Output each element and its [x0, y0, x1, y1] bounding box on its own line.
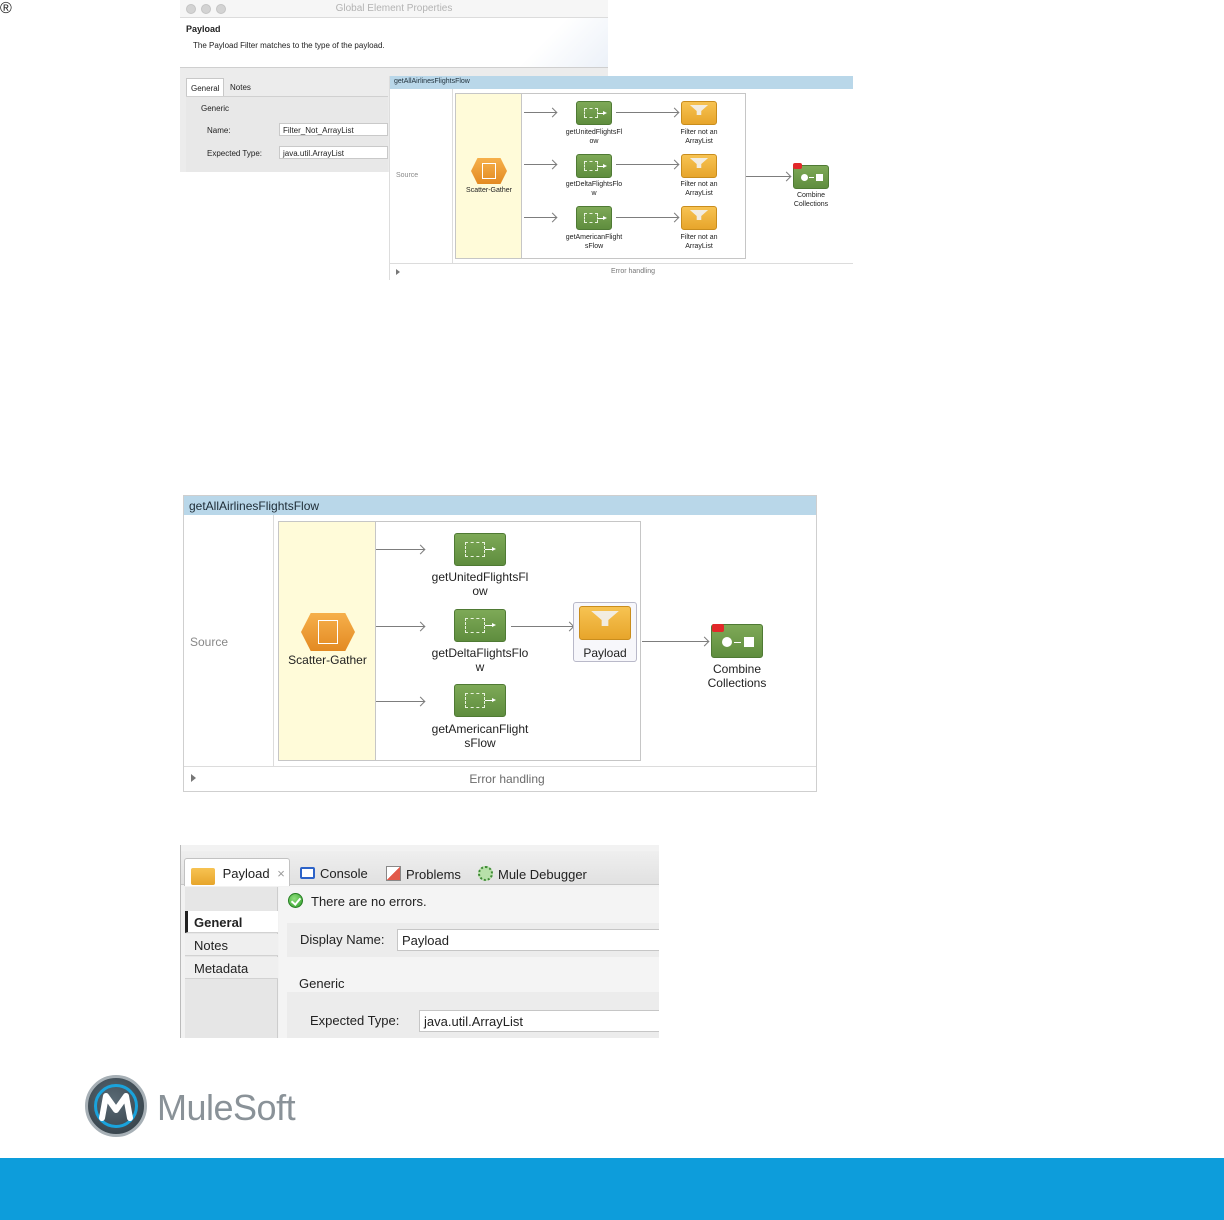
- dialog-titlebar: [180, 0, 608, 18]
- dialog-header-description: The Payload Filter matches to the type of the payload.: [193, 41, 385, 50]
- flow-reference-label: getDeltaFlightsFlo w: [431, 646, 529, 674]
- small-flow-canvas: [389, 76, 852, 280]
- tab-payload-label: Payload: [222, 866, 270, 881]
- display-name-row: [287, 923, 659, 957]
- name-field[interactable]: Filter_Not_ArrayList: [279, 123, 388, 136]
- filter-icon[interactable]: [681, 101, 717, 125]
- error-handling-bar[interactable]: [390, 263, 853, 280]
- flow-reference-label: getAmericanFlight sFlow: [431, 722, 529, 750]
- connector-arrow: [746, 176, 790, 177]
- source-divider: [452, 89, 453, 264]
- route-arrow: [524, 164, 556, 165]
- scatter-gather-label: Scatter-Gather: [288, 653, 367, 667]
- header-decoration: [518, 18, 608, 68]
- flow-reference-label: getUnitedFlightsFl ow: [431, 570, 529, 598]
- connector-arrow: [616, 164, 678, 165]
- name-label: Name:: [207, 126, 231, 135]
- sidebar-item-general[interactable]: General: [185, 911, 278, 933]
- dialog-header-title: Payload: [186, 24, 221, 34]
- flow-reference-icon[interactable]: [576, 154, 612, 178]
- combine-collections-icon[interactable]: [711, 624, 763, 658]
- expected-type-field[interactable]: java.util.ArrayList: [419, 1010, 659, 1032]
- tab-general[interactable]: General: [186, 78, 224, 96]
- tab-problems[interactable]: [386, 859, 472, 885]
- debugger-icon: [478, 866, 493, 881]
- combine-collections-icon[interactable]: [793, 165, 829, 189]
- display-name-field[interactable]: Payload: [397, 929, 659, 951]
- dialog-title: Global Element Properties: [335, 3, 453, 14]
- filter-icon[interactable]: [681, 154, 717, 178]
- status-message: There are no errors.: [311, 894, 427, 909]
- payload-filter-icon[interactable]: [579, 606, 631, 640]
- connector-arrow: [616, 112, 678, 113]
- route-arrow: [376, 549, 424, 550]
- error-handling-label: Error handling: [611, 268, 655, 275]
- flow-reference-label: getUnitedFlightsFl ow: [565, 129, 623, 145]
- flow-reference-label: getAmericanFlight sFlow: [565, 234, 623, 250]
- properties-content: [279, 887, 659, 1038]
- route-arrow: [524, 112, 556, 113]
- flow-name-header[interactable]: getAllAirlinesFlightsFlow: [184, 496, 816, 515]
- flow-reference-icon[interactable]: [454, 609, 506, 642]
- mulesoft-logo-icon: [85, 1075, 147, 1137]
- flow-reference-icon[interactable]: [576, 101, 612, 125]
- payload-properties-panel: [180, 845, 659, 1038]
- flow-reference-icon[interactable]: [454, 533, 506, 566]
- scatter-gather-label: Scatter-Gather: [466, 187, 512, 194]
- check-ok-icon: [288, 893, 303, 908]
- tab-console-label: Console: [320, 866, 368, 881]
- flow-name-header[interactable]: getAllAirlinesFlightsFlow: [390, 76, 853, 89]
- dialog-header: [180, 18, 608, 68]
- combine-collections-label: Combine Collections: [707, 662, 767, 690]
- mulesoft-logo: [85, 1075, 295, 1139]
- connector-arrow: [511, 626, 573, 627]
- large-flow-canvas: [183, 495, 817, 792]
- filter-label: Filter not an ArrayList: [680, 129, 718, 145]
- expected-type-row: [287, 992, 659, 1038]
- tab-console[interactable]: [300, 859, 380, 885]
- problems-icon: [386, 866, 401, 881]
- properties-sidebar: [185, 887, 278, 1038]
- payload-filter-icon: [191, 868, 215, 885]
- tab-mule-debugger[interactable]: [478, 859, 608, 885]
- tab-mule-debugger-label: Mule Debugger: [498, 867, 587, 882]
- tab-problems-label: Problems: [406, 867, 461, 882]
- expected-type-field[interactable]: java.util.ArrayList: [279, 146, 388, 159]
- payload-filter-label: Payload: [583, 646, 627, 660]
- flow-reference-label: getDeltaFlightsFlo w: [565, 181, 623, 197]
- sidebar-item-notes[interactable]: Notes: [185, 934, 278, 956]
- filter-label: Filter not an ArrayList: [680, 181, 718, 197]
- console-icon: [300, 867, 315, 879]
- scatter-gather-icon[interactable]: [471, 158, 507, 184]
- filter-icon[interactable]: [681, 206, 717, 230]
- scatter-gather-icon[interactable]: [301, 613, 355, 651]
- display-name-label: Display Name:: [300, 932, 385, 947]
- filter-label: Filter not an ArrayList: [680, 234, 718, 250]
- dialog-general-panel: [186, 96, 388, 172]
- flow-reference-icon[interactable]: [454, 684, 506, 717]
- properties-tab-bar: [181, 851, 659, 885]
- footer-bar: [0, 1158, 1224, 1220]
- sidebar-item-metadata[interactable]: Metadata: [185, 957, 278, 979]
- trademark-mark: ®: [0, 0, 12, 17]
- expected-type-label: Expected Type:: [207, 149, 262, 158]
- dialog-tabs: [180, 74, 388, 96]
- connector-arrow: [642, 641, 708, 642]
- close-tab-icon[interactable]: ×: [277, 866, 285, 881]
- mulesoft-wordmark: MuleSoft: [157, 1087, 296, 1128]
- source-label: Source: [190, 635, 229, 649]
- route-arrow: [376, 626, 424, 627]
- expected-type-label: Expected Type:: [310, 1013, 400, 1028]
- route-arrow: [376, 701, 424, 702]
- tab-notes[interactable]: Notes: [230, 83, 251, 92]
- source-label: Source: [396, 172, 419, 179]
- source-divider: [273, 515, 274, 766]
- error-handling-label: Error handling: [469, 772, 545, 786]
- tab-payload[interactable]: [184, 858, 290, 886]
- connector-arrow: [616, 217, 678, 218]
- generic-section-label: Generic: [201, 104, 230, 113]
- flow-reference-icon[interactable]: [576, 206, 612, 230]
- generic-section-label: Generic: [299, 976, 345, 991]
- error-handling-bar[interactable]: [184, 766, 816, 791]
- route-arrow: [524, 217, 556, 218]
- combine-collections-label: Combine Collections: [793, 192, 829, 208]
